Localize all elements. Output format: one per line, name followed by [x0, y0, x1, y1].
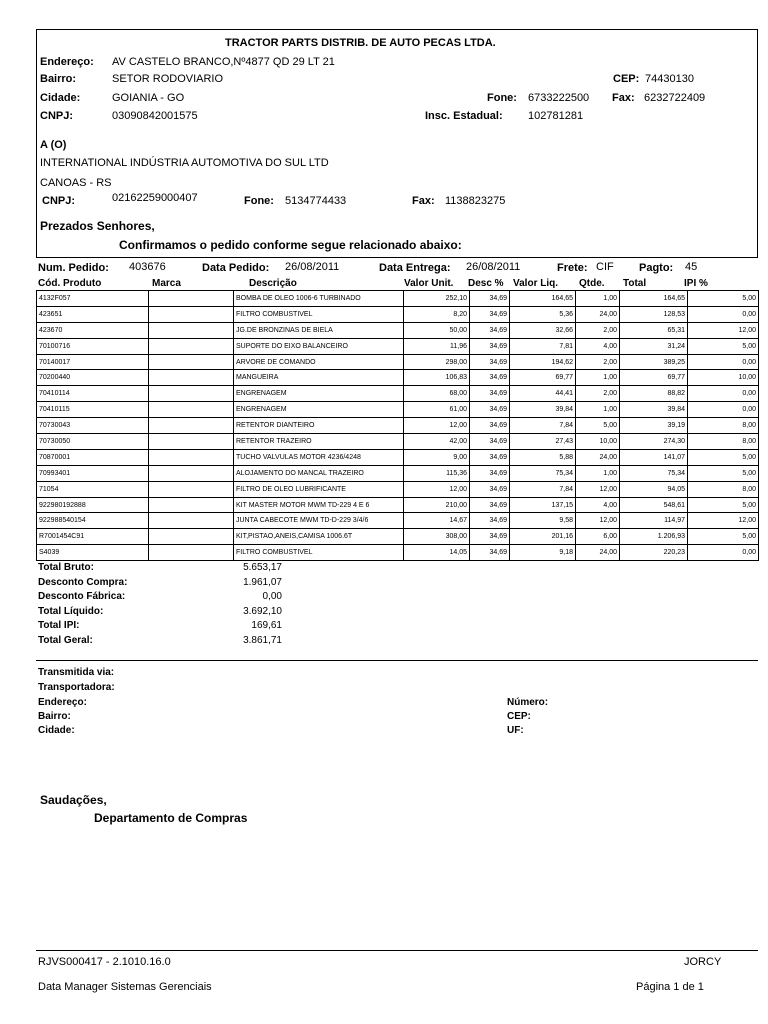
table-row [37, 386, 759, 402]
fone-label: Fone: [487, 92, 517, 104]
cell-descricao: KIT MASTER MOTOR MWM TD-229 4 E 6 [234, 497, 404, 513]
cell-cod: 71054 [37, 481, 149, 497]
cell-valor-liq: 5,88 [510, 449, 576, 465]
recipient-fone-label: Fone: [244, 195, 274, 207]
cell-qtde: 1,00 [576, 370, 620, 386]
transport-cep-label: CEP: [507, 711, 531, 722]
cell-valor-liq: 5,36 [510, 306, 576, 322]
recipient-cnpj: 02162259000407 [112, 192, 198, 204]
table-row [37, 545, 759, 561]
cell-qtde: 24,00 [576, 545, 620, 561]
cell-desc: 34,69 [470, 465, 510, 481]
cell-qtde: 4,00 [576, 338, 620, 354]
table-row [37, 291, 759, 307]
cell-descricao: ENGRENAGEM [234, 386, 404, 402]
footer-system: Data Manager Sistemas Gerenciais [38, 981, 212, 993]
payment-label: Pagto: [639, 262, 674, 274]
company-name: TRACTOR PARTS DISTRIB. DE AUTO PECAS LTDA. [225, 37, 496, 49]
total-value: 169,61 [251, 620, 282, 632]
cell-cod: R7001454C91 [37, 529, 149, 545]
col-header-valor-unit: Valor Unit. [404, 278, 454, 289]
cell-marca [149, 434, 234, 450]
cell-valor-unit: 9,00 [404, 449, 470, 465]
col-header-total: Total [623, 278, 647, 289]
recipient-city: CANOAS - RS [40, 177, 112, 189]
table-row [37, 306, 759, 322]
table-row [37, 322, 759, 338]
cell-total: 274,30 [620, 434, 688, 450]
order-num-label: Num. Pedido: [38, 262, 109, 274]
transport-bairro-label: Bairro: [38, 711, 71, 722]
cell-descricao: MANGUEIRA [234, 370, 404, 386]
company-address: AV CASTELO BRANCO,Nº4877 QD 29 LT 21 [112, 56, 335, 68]
cell-valor-liq: 7,84 [510, 418, 576, 434]
col-header-descricao: Descrição [249, 278, 297, 289]
footer-user: JORCY [684, 956, 722, 968]
cell-valor-liq: 164,65 [510, 291, 576, 307]
cell-ipi: 5,00 [688, 338, 759, 354]
cell-cod: 70993401 [37, 465, 149, 481]
company-phone: 6733222500 [528, 92, 590, 104]
recipient-fax: 1138823275 [445, 195, 506, 207]
cnpj-label: CNPJ: [40, 110, 74, 122]
cell-cod: 70200440 [37, 370, 149, 386]
cell-qtde: 1,00 [576, 291, 620, 307]
col-header-qtde: Qtde. [579, 278, 605, 289]
transport-numero-label: Número: [507, 697, 549, 708]
cell-marca [149, 370, 234, 386]
cidade-label: Cidade: [40, 92, 81, 104]
cell-descricao: RETENTOR DIANTEIRO [234, 418, 404, 434]
insc-label: Insc. Estadual: [425, 110, 503, 122]
footer-page: Página 1 de 1 [636, 981, 704, 993]
cell-qtde: 4,00 [576, 497, 620, 513]
cell-valor-liq: 7,84 [510, 481, 576, 497]
transport-endereco-label: Endereço: [38, 697, 87, 708]
cell-cod: 4132F057 [37, 291, 149, 307]
order-date-label: Data Pedido: [202, 262, 270, 274]
cell-cod: 70730043 [37, 418, 149, 434]
cell-valor-liq: 44,41 [510, 386, 576, 402]
cell-descricao: BOMBA DE OLEO 1006-6 TURBINADO [234, 291, 404, 307]
recipient-label: A (O) [40, 139, 67, 151]
cell-desc: 34,69 [470, 449, 510, 465]
cell-descricao: SUPORTE DO EIXO BALANCEIRO [234, 338, 404, 354]
cell-qtde: 5,00 [576, 418, 620, 434]
cell-cod: 423651 [37, 306, 149, 322]
cell-desc: 34,69 [470, 513, 510, 529]
col-header-ipi: IPI % [684, 278, 708, 289]
cell-cod: S4039 [37, 545, 149, 561]
cell-ipi: 8,00 [688, 418, 759, 434]
cell-valor-unit: 115,36 [404, 465, 470, 481]
cell-cod: 70410114 [37, 386, 149, 402]
cell-valor-unit: 106,83 [404, 370, 470, 386]
cell-cod: 70140017 [37, 354, 149, 370]
endereco-label: Endereço: [40, 56, 94, 68]
cell-desc: 34,69 [470, 497, 510, 513]
order-num: 403676 [129, 261, 166, 273]
cell-ipi: 5,00 [688, 529, 759, 545]
cell-cod: 922988540154 [37, 513, 149, 529]
table-row [37, 434, 759, 450]
cell-qtde: 10,00 [576, 434, 620, 450]
total-value: 1.961,07 [243, 576, 282, 588]
cell-valor-liq: 27,43 [510, 434, 576, 450]
cell-cod: 70870001 [37, 449, 149, 465]
col-header-desc: Desc % [468, 278, 504, 289]
cell-ipi: 5,00 [688, 497, 759, 513]
cell-desc: 34,69 [470, 338, 510, 354]
cell-descricao: FILTRO COMBUSTIVEL [234, 545, 404, 561]
payment: 45 [685, 261, 698, 273]
cell-valor-liq: 32,66 [510, 322, 576, 338]
cell-desc: 34,69 [470, 306, 510, 322]
cell-total: 94,05 [620, 481, 688, 497]
department: Departamento de Compras [94, 811, 248, 825]
freight-label: Frete: [557, 262, 588, 274]
cell-marca [149, 354, 234, 370]
cell-marca [149, 481, 234, 497]
cell-marca [149, 386, 234, 402]
cell-desc: 34,69 [470, 322, 510, 338]
cell-ipi: 0,00 [688, 545, 759, 561]
cell-total: 1.206,93 [620, 529, 688, 545]
cell-total: 548,61 [620, 497, 688, 513]
table-row [37, 449, 759, 465]
cell-valor-liq: 194,62 [510, 354, 576, 370]
cell-ipi: 0,00 [688, 354, 759, 370]
cell-ipi: 0,00 [688, 386, 759, 402]
cell-marca [149, 306, 234, 322]
col-header-valor-liq: Valor Liq. [513, 278, 559, 289]
cell-marca [149, 529, 234, 545]
cell-ipi: 5,00 [688, 449, 759, 465]
table-row [37, 370, 759, 386]
cell-ipi: 5,00 [688, 291, 759, 307]
cell-descricao: ENGRENAGEM [234, 402, 404, 418]
col-header-marca: Marca [152, 278, 181, 289]
cell-desc: 34,69 [470, 529, 510, 545]
cell-ipi: 12,00 [688, 322, 759, 338]
cell-total: 128,53 [620, 306, 688, 322]
cell-valor-unit: 298,00 [404, 354, 470, 370]
fax-label: Fax: [612, 92, 635, 104]
cell-qtde: 2,00 [576, 386, 620, 402]
cell-qtde: 24,00 [576, 306, 620, 322]
cell-cod: 70100716 [37, 338, 149, 354]
cell-descricao: JG.DE BRONZINAS DE BIELA [234, 322, 404, 338]
cell-valor-unit: 12,00 [404, 481, 470, 497]
cell-ipi: 0,00 [688, 402, 759, 418]
cell-marca [149, 338, 234, 354]
cell-ipi: 12,00 [688, 513, 759, 529]
cell-qtde: 1,00 [576, 465, 620, 481]
col-header-cod: Cód. Produto [38, 278, 102, 289]
cell-desc: 34,69 [470, 418, 510, 434]
table-row [37, 338, 759, 354]
recipient-name: INTERNATIONAL INDÚSTRIA AUTOMOTIVA DO SUL LTD [40, 157, 329, 169]
cell-valor-unit: 210,00 [404, 497, 470, 513]
cell-cod: 423670 [37, 322, 149, 338]
total-value: 0,00 [262, 591, 282, 603]
table-row [37, 354, 759, 370]
cell-qtde: 1,00 [576, 402, 620, 418]
cell-descricao: FILTRO COMBUSTIVEL [234, 306, 404, 322]
cell-total: 88,82 [620, 386, 688, 402]
items-table [36, 290, 759, 561]
cell-ipi: 5,00 [688, 465, 759, 481]
cell-valor-unit: 42,00 [404, 434, 470, 450]
cell-qtde: 12,00 [576, 481, 620, 497]
cell-descricao: TUCHO VALVULAS MOTOR 4236/4248 [234, 449, 404, 465]
cell-total: 114,97 [620, 513, 688, 529]
cep-label: CEP: [613, 73, 640, 85]
cell-valor-liq: 201,16 [510, 529, 576, 545]
cell-desc: 34,69 [470, 370, 510, 386]
transmitida-label: Transmitida via: [38, 667, 115, 678]
cell-valor-unit: 308,00 [404, 529, 470, 545]
cell-descricao: ARVORE DE COMANDO [234, 354, 404, 370]
recipient-phone: 5134774433 [285, 195, 347, 207]
cell-total: 389,25 [620, 354, 688, 370]
table-row [37, 481, 759, 497]
company-cep: 74430130 [645, 73, 694, 85]
separator-line [36, 660, 758, 661]
cell-qtde: 2,00 [576, 354, 620, 370]
cell-valor-unit: 11,96 [404, 338, 470, 354]
cell-desc: 34,69 [470, 481, 510, 497]
cell-descricao: RETENTOR TRAZEIRO [234, 434, 404, 450]
cell-qtde: 24,00 [576, 449, 620, 465]
company-bairro: SETOR RODOVIARIO [112, 73, 224, 85]
cell-total: 65,31 [620, 322, 688, 338]
company-cnpj: 03090842001575 [112, 110, 198, 122]
cell-valor-liq: 7,81 [510, 338, 576, 354]
company-insc: 102781281 [528, 110, 584, 122]
cell-marca [149, 418, 234, 434]
order-date: 26/08/2011 [285, 261, 340, 273]
table-row [37, 465, 759, 481]
cell-valor-unit: 8,20 [404, 306, 470, 322]
cell-ipi: 8,00 [688, 481, 759, 497]
cell-total: 164,65 [620, 291, 688, 307]
cell-valor-liq: 137,15 [510, 497, 576, 513]
delivery-date: 26/08/2011 [466, 261, 521, 273]
table-row [37, 513, 759, 529]
total-value: 5.653,17 [243, 562, 282, 573]
table-row [37, 529, 759, 545]
cell-desc: 34,69 [470, 386, 510, 402]
recipient-fax-label: Fax: [412, 195, 435, 207]
transportadora-label: Transportadora: [38, 682, 115, 693]
cell-ipi: 0,00 [688, 306, 759, 322]
cell-valor-unit: 61,00 [404, 402, 470, 418]
confirm-text: Confirmamos o pedido conforme segue relacionado abaixo: [119, 238, 462, 252]
cell-valor-unit: 12,00 [404, 418, 470, 434]
cell-marca [149, 545, 234, 561]
cell-descricao: JUNTA CABECOTE MWM TD-D-229 3/4/6 [234, 513, 404, 529]
total-value: 3.692,10 [243, 605, 282, 617]
total-label: Desconto Compra: [38, 576, 128, 588]
cell-valor-unit: 14,67 [404, 513, 470, 529]
cell-total: 31,24 [620, 338, 688, 354]
cell-valor-unit: 50,00 [404, 322, 470, 338]
transport-cidade-label: Cidade: [38, 725, 75, 736]
cell-desc: 34,69 [470, 545, 510, 561]
cell-qtde: 6,00 [576, 529, 620, 545]
table-row [37, 402, 759, 418]
cell-descricao: FILTRO DE OLEO LUBRIFICANTE [234, 481, 404, 497]
cell-desc: 34,69 [470, 354, 510, 370]
cell-marca [149, 513, 234, 529]
cell-total: 141,07 [620, 449, 688, 465]
company-fax: 6232722409 [644, 92, 706, 104]
cell-valor-liq: 69,77 [510, 370, 576, 386]
cell-total: 39,19 [620, 418, 688, 434]
cell-total: 39,84 [620, 402, 688, 418]
cell-cod: 922980192888 [37, 497, 149, 513]
recipient-cnpj-label: CNPJ: [42, 195, 76, 207]
cell-marca [149, 465, 234, 481]
cell-cod: 70730050 [37, 434, 149, 450]
cell-cod: 70410115 [37, 402, 149, 418]
cell-total: 220,23 [620, 545, 688, 561]
freight: CIF [596, 261, 614, 273]
footer-line [36, 950, 758, 951]
cell-desc: 34,69 [470, 291, 510, 307]
table-row [37, 497, 759, 513]
table-row [37, 418, 759, 434]
cell-desc: 34,69 [470, 434, 510, 450]
cell-marca [149, 402, 234, 418]
transport-uf-label: UF: [507, 725, 524, 736]
cell-qtde: 12,00 [576, 513, 620, 529]
cell-marca [149, 291, 234, 307]
cell-marca [149, 497, 234, 513]
cell-descricao: ALOJAMENTO DO MANCAL TRAZEIRO [234, 465, 404, 481]
cell-valor-liq: 39,84 [510, 402, 576, 418]
saudacoes: Saudações, [40, 793, 107, 807]
cell-marca [149, 449, 234, 465]
total-value: 3.861,71 [243, 635, 282, 646]
total-label: Total Geral: [38, 635, 93, 646]
greeting: Prezados Senhores, [40, 219, 155, 233]
cell-valor-unit: 68,00 [404, 386, 470, 402]
total-label: Total Bruto: [38, 562, 94, 573]
cell-ipi: 10,00 [688, 370, 759, 386]
cell-descricao: KIT,PISTAO,ANEIS,CAMISA 1006.6T [234, 529, 404, 545]
company-city: GOIANIA - GO [112, 92, 185, 104]
total-label: Desconto Fábrica: [38, 591, 126, 603]
cell-qtde: 2,00 [576, 322, 620, 338]
total-label: Total Líquido: [38, 605, 104, 617]
total-label: Total IPI: [38, 620, 80, 632]
cell-marca [149, 322, 234, 338]
cell-total: 75,34 [620, 465, 688, 481]
cell-valor-unit: 252,10 [404, 291, 470, 307]
cell-ipi: 8,00 [688, 434, 759, 450]
cell-total: 69,77 [620, 370, 688, 386]
cell-valor-liq: 75,34 [510, 465, 576, 481]
cell-valor-liq: 9,58 [510, 513, 576, 529]
cell-valor-unit: 14,05 [404, 545, 470, 561]
footer-code: RJVS000417 - 2.1010.16.0 [38, 956, 171, 968]
cell-valor-liq: 9,18 [510, 545, 576, 561]
cell-desc: 34,69 [470, 402, 510, 418]
delivery-date-label: Data Entrega: [379, 262, 451, 274]
bairro-label: Bairro: [40, 73, 77, 85]
